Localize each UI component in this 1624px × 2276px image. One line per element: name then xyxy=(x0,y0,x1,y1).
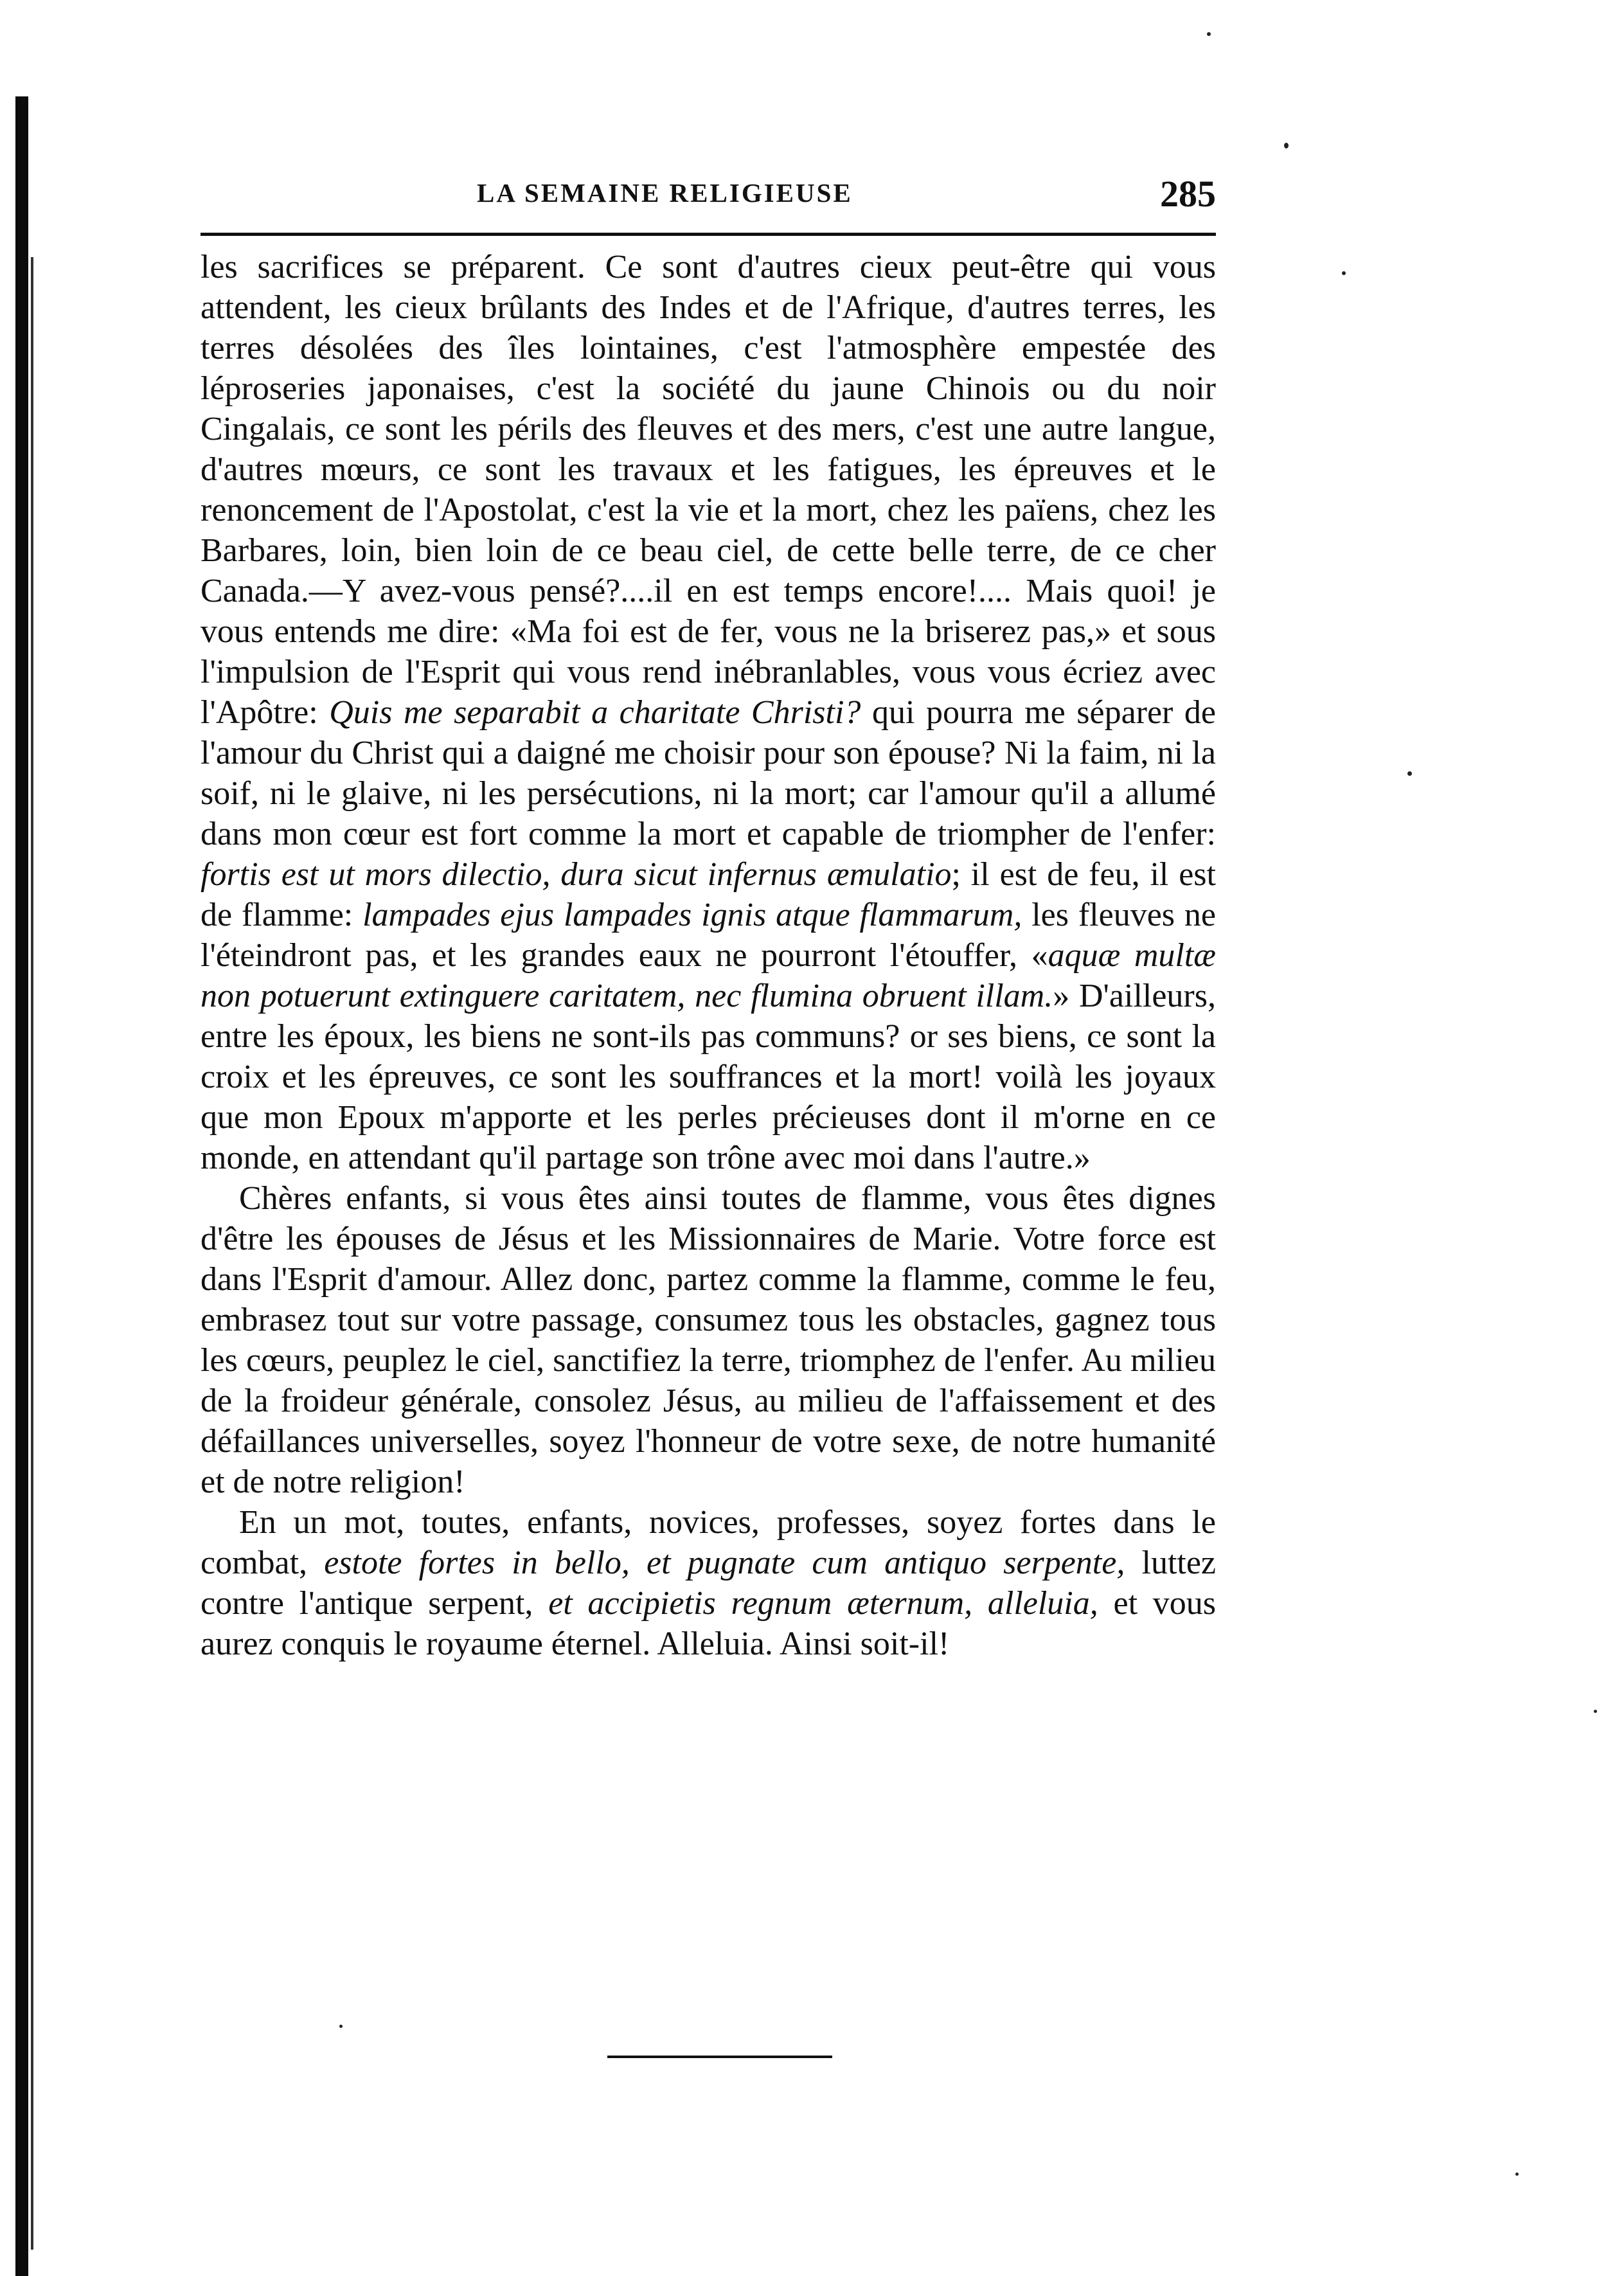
page-header xyxy=(201,172,1216,230)
paragraph-1-text-3: ; il est de feu, il est de flamme: xyxy=(201,856,1216,933)
latin-quote-1: Quis me separabit a charitate Christi? xyxy=(329,694,861,731)
latin-quote-6: et accipietis regnum æternum, alleluia, xyxy=(548,1585,1098,1622)
paragraph-1-text-4: les fleuves ne l'éteindront pas, et les grandes eaux ne pourront l'étouffer, « xyxy=(201,897,1216,974)
end-rule xyxy=(607,2056,832,2058)
latin-quote-3: lampades ejus lampades ignis atque flammarum, xyxy=(362,897,1022,933)
print-speck xyxy=(339,2025,343,2028)
paragraph-3-text-2: luttez contre l'antique serpent, xyxy=(201,1545,1216,1622)
paragraph-1-text-5: » D'ailleurs, entre les époux, les biens ne sont-ils pas communs? or ses biens, ce sont la croix et les épreuves, ce sont les souffrances et la mort! voilà les joyaux que mon Epoux m'apporte et les perles précieuses dont il m'orne en ce monde, en attendant qu'il partage son trône avec moi dans l'autre.» xyxy=(201,978,1216,1176)
header-rule xyxy=(201,233,1216,236)
running-title: LA SEMAINE RELIGIEUSE xyxy=(477,178,853,208)
latin-quote-5: estote fortes in bello, et pugnate cum antiquo serpente, xyxy=(324,1545,1125,1581)
paragraph-1-text-2: qui pourra me séparer de l'amour du Christ qui a daigné me choisir pour son épouse? Ni la faim, ni la soif, ni le glaive, ni les persécutions, ni la mort; car l'amour qu'il a allumé dans mon cœur est fort comme la mort et capable de triompher de l'enfer: xyxy=(201,694,1216,852)
paragraph-3-text-1: En un mot, toutes, enfants, novices, professes, soyez fortes dans le combat, xyxy=(201,1504,1216,1581)
paragraph-3-text-3: et vous aurez conquis le royaume éternel. Alleluia. Ainsi soit-il! xyxy=(201,1585,1216,1662)
page-binding-shadow xyxy=(31,257,33,2250)
page-number: 285 xyxy=(1160,173,1216,215)
page-binding-edge xyxy=(15,96,28,2276)
print-speck xyxy=(1407,771,1412,776)
print-speck xyxy=(1284,143,1289,148)
print-speck xyxy=(1594,1710,1597,1713)
body-text xyxy=(201,247,1216,1664)
latin-quote-2: fortis est ut mors dilectio, dura sicut infernus æmulatio xyxy=(201,856,952,893)
paragraph-1-text-1: les sacrifices se préparent. Ce sont d'autres cieux peut-être qui vous attendent, les cieux brûlants des Indes et de l'Afrique, d'autres terres, les terres désolées des îles lointaines, c'est l'atmosphère empestée des léproseries japonaises, c'est la société du jaune Chinois ou du noir Cingalais, ce sont les périls des fleuves et des mers, c'est une autre langue, d'autres mœurs, ce sont les travaux et les fatigues, les épreuves et le renoncement de l'Apostolat, c'est la vie et la mort, chez les païens, chez les Barbares, loin, bien loin de ce beau ciel, de cette belle terre, de ce cher Canada.—Y avez-vous pensé?....il en est temps encore!.... Mais quoi! je vous entends me dire: «Ma foi est de fer, vous ne la briserez pas,» et sous l'impulsion de l'Esprit qui vous rend inébranlables, vous vous écriez avec l'Apôtre: xyxy=(201,249,1216,731)
print-speck xyxy=(1515,2173,1519,2176)
print-speck xyxy=(1342,271,1346,275)
paragraph-1 xyxy=(201,247,1216,1178)
print-speck xyxy=(1207,32,1211,36)
paragraph-2: Chères enfants, si vous êtes ainsi toutes de flamme, vous êtes dignes d'être les épouses de Jésus et les Missionnaires de Marie. Votre force est dans l'Esprit d'amour. Allez donc, partez comme la flamme, comme le feu, embrasez tout sur votre passage, consumez tous les obstacles, gagnez tous les cœurs, peuplez le ciel, sanctifiez la terre, triomphez de l'enfer. Au milieu de la froideur générale, consolez Jésus, au milieu de l'affaissement et des défaillances universelles, soyez l'honneur de votre sexe, de notre humanité et de notre religion! xyxy=(201,1180,1216,1500)
latin-quote-4: aquæ multæ non potuerunt extinguere caritatem, nec flumina obruent illam. xyxy=(201,937,1216,1014)
paragraph-3 xyxy=(201,1502,1216,1664)
